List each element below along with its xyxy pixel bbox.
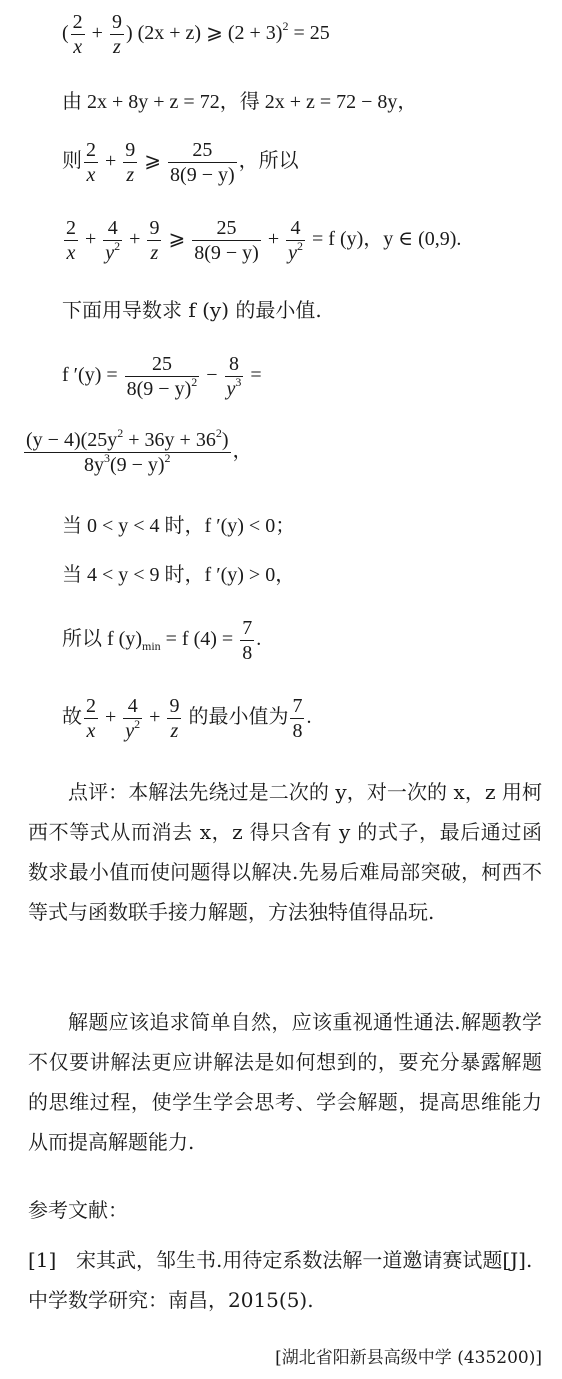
equation-line-10: 所以 f $(y)_{min} = f$ (4) = $\frac{7}{8}$ . xyxy=(62,617,262,664)
equation-line-7: $\frac{(y - 4)(25y^2 + 36y + 36^2)}{8y^3(9 - y)^2}$ ， xyxy=(26,426,253,476)
equation-line-1: ( $\frac{2}{x}$ + $\frac{9}{z}$ ) (2x + z) ⩾ $(2 + 3)^2 = 25$ xyxy=(62,11,330,58)
conclusion-paragraph: 解题应该追求简单自然，应该重视通性通法.解题教学不仅要讲解法更应讲解法是如何想到的，要充分暴露解题的思维过程，使学生学会思考、学会解题，提高思维能力从而提高解题能力. xyxy=(28,1010,542,1154)
equation-line-6: f ′(y) = $\frac{25}{8(9 - y)^2}$ − $\frac{8}{y^3}$ = xyxy=(62,353,262,400)
text-line-8: 当 0 < y < 4 时，f ′(y) < 0； xyxy=(62,515,296,537)
author-affiliation: [湖北省阳新县高级中学 (435200)] xyxy=(275,1348,542,1368)
equation-line-4: $\frac{2}{x}$ + $\frac{4}{y^2}$ + $\frac{9}{z}$ ⩾ $\frac{25}{8(9 - y)}$ + $\frac{4}{y^2}$ = f (y)，y ∈ (0,9). xyxy=(66,217,462,264)
equation-line-11: 故 $\frac{2}{x}$ + $\frac{4}{y^2}$ + $\frac{9}{z}$ 的最小值为 $\frac{7}{8}$ . xyxy=(62,695,312,742)
equation-line-3: 则 $\frac{2}{x}$ + $\frac{9}{z}$ ⩾ $\frac{25}{8(9 - y)}$ ，所以 xyxy=(62,139,299,186)
equation-line-2: 由 2x + 8y + z = 72，得 2x + z = 72 − 8y， xyxy=(62,91,418,113)
fraction: $\frac{2}{x}$ xyxy=(72,11,83,58)
references-heading: 参考文献： xyxy=(28,1198,128,1222)
reference-item xyxy=(28,1240,542,1320)
text-line-5: 下面用导数求 f (y) 的最小值. xyxy=(62,298,322,322)
fraction: $\frac{9}{z}$ xyxy=(111,11,122,58)
comment-paragraph: 点评：本解法先绕过是二次的 y，对一次的 x，z 用柯西不等式从而消去 x，z 得只含有 y 的式子，最后通过函数求最小值而使问题得以解决.先易后难局部突破，柯西不等式与函数联手接力解题，方法独特值得品玩. xyxy=(28,780,542,924)
reference-number: [1] xyxy=(28,1248,57,1272)
text-line-9: 当 4 < y < 9 时，f ′(y) > 0， xyxy=(62,564,296,586)
reference-text: 宋其武，邹生书.用待定系数法解一道邀请赛试题[J].中学数学研究：南昌，2015(5). xyxy=(28,1248,533,1312)
